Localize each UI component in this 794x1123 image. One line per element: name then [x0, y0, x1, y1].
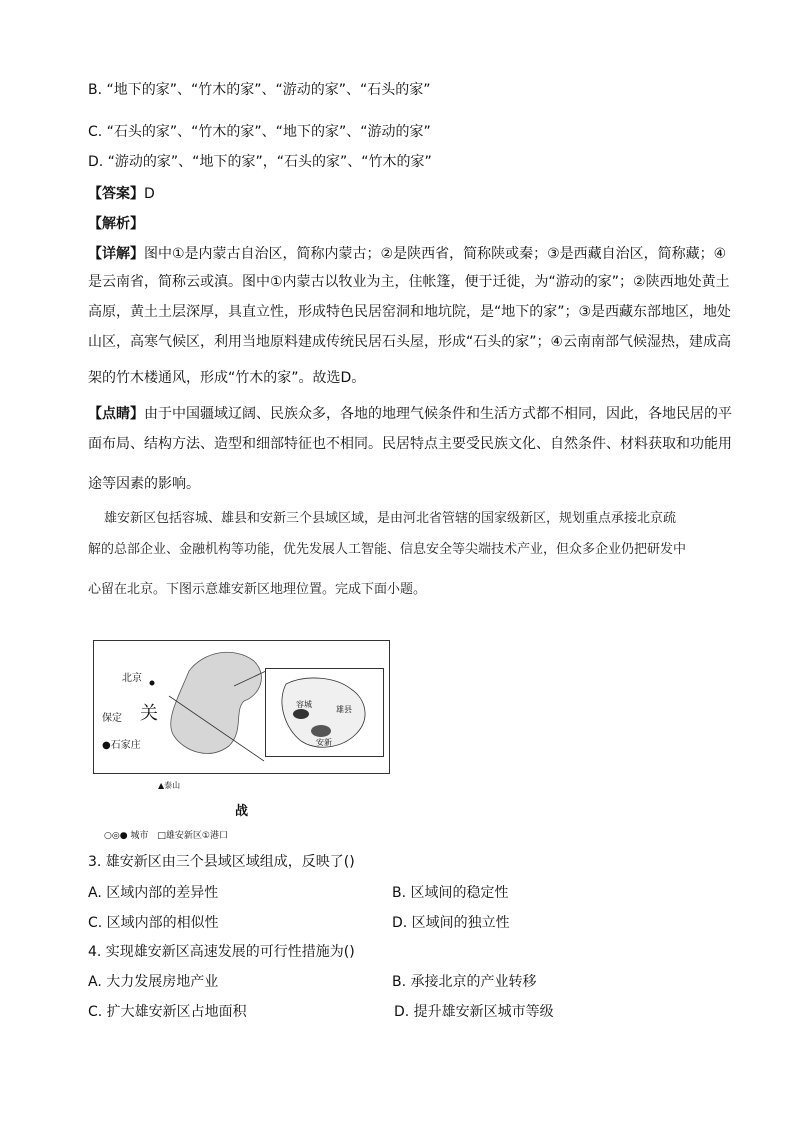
q3-option-d: D. 区域间的独立性 [392, 915, 510, 931]
passage-line-3: 心留在北京。下图示意雄安新区地理位置。完成下面小题。 [88, 582, 427, 597]
answer-line [88, 184, 155, 204]
shijiazhuang-label: ●石家庄 [102, 740, 141, 751]
option-b-prev: B. “地下的家”、“竹木的家”、“游动的家”、“石头的家” [88, 82, 431, 98]
q3-option-c: C. 区域内部的相似性 [88, 915, 219, 931]
passage-line-1: 雄安新区包括容城、雄县和安新三个县域区域，是由河北省管辖的国家级新区，规划重点承接北京疏 [104, 511, 677, 526]
detail-text: 图中①是内蒙古自治区，简称内蒙古；②是陕西省，简称陕或秦；③是西藏自治区，简称藏；④ [144, 246, 727, 262]
detail-line-5: 架的竹木楼通风，形成“竹木的家”。故选D。 [88, 370, 366, 386]
q4-option-c: C. 扩大雄安新区占地面积 [88, 1004, 247, 1020]
detail-line-3: 高原，黄土土层深厚，具直立性，形成特色民居窑洞和地坑院，是“地下的家”；③是西藏东部地区，地处 [88, 304, 732, 320]
anxin-label: 安新 [316, 738, 332, 747]
option-c-prev: C. “石头的家”、“竹木的家”、“地下的家”、“游动的家” [88, 124, 431, 140]
q4-option-d: D. 提升雄安新区城市等级 [394, 1004, 554, 1020]
option-d-prev: D. “游动的家”、“地下的家”，“石头的家”、“竹木的家” [88, 154, 432, 170]
detail-line-4: 山区，高寒气候区，利用当地原料建成传统民居石头屋，形成“石头的家”；④云南南部气候湿热，建成高 [88, 334, 732, 350]
keypoint-line-1 [88, 404, 732, 424]
analysis-tag: 【解析】 [88, 216, 144, 232]
xiongan-inset-map [265, 668, 384, 757]
guan-label: 关 [140, 703, 158, 724]
answer-tag: 【答案】 [88, 186, 144, 202]
detail-line-1 [88, 244, 726, 264]
keypoint-tag: 【点睛】 [88, 406, 144, 422]
keypoint-line-2: 面布局、结构方法、造型和细部特征也不相同。民居特点主要受民族文化、自然条件、材料获取和功能用 [88, 436, 732, 452]
q3-option-a: A. 区域内部的差异性 [88, 885, 219, 901]
rongcheng-label: 容城 [296, 700, 312, 709]
question-4-stem: 4. 实现雄安新区高速发展的可行性措施为() [88, 944, 355, 960]
detail-tag: 【详解】 [88, 246, 144, 262]
q3-option-b: B. 区域间的稳定性 [392, 885, 509, 901]
anxin-marker [311, 725, 331, 737]
xiongxian-label: 雄县 [336, 705, 352, 714]
q4-option-b: B. 承接北京的产业转移 [392, 974, 537, 990]
question-3-stem: 3. 雄安新区由三个县域区域组成，反映了() [88, 854, 355, 870]
answer-value: D [144, 186, 155, 202]
beijing-label: 北京 [122, 673, 142, 684]
beijing-dot [150, 681, 155, 686]
keypoint-line-3: 途等因素的影响。 [88, 476, 200, 492]
detail-line-2: 是云南省，简称云或滇。图中①内蒙古以牧业为主，住帐篷，便于迁徙，为“游动的家”；②陕西地处黄土 [88, 274, 730, 290]
legend-char: 战 [235, 804, 249, 819]
mountain-label: ▲泰山 [158, 781, 181, 790]
hebei-region [171, 652, 262, 753]
baoding-label: 保定 [102, 713, 122, 724]
analysis-line [88, 214, 144, 234]
passage-line-2: 解的总部企业、金融机构等功能，优先发展人工智能、信息安全等尖端技术产业，但众多企业仍把研发中 [88, 542, 687, 557]
q4-option-a: A. 大力发展房地产业 [88, 974, 219, 990]
map-legend: ○◎● 城市 □雄安新区①港口 [104, 831, 228, 841]
rongcheng-marker [293, 709, 309, 719]
keypoint-text: 由于中国疆域辽阔、民族众多，各地的地理气候条件和生活方式都不相同，因此，各地民居的平 [144, 406, 732, 422]
